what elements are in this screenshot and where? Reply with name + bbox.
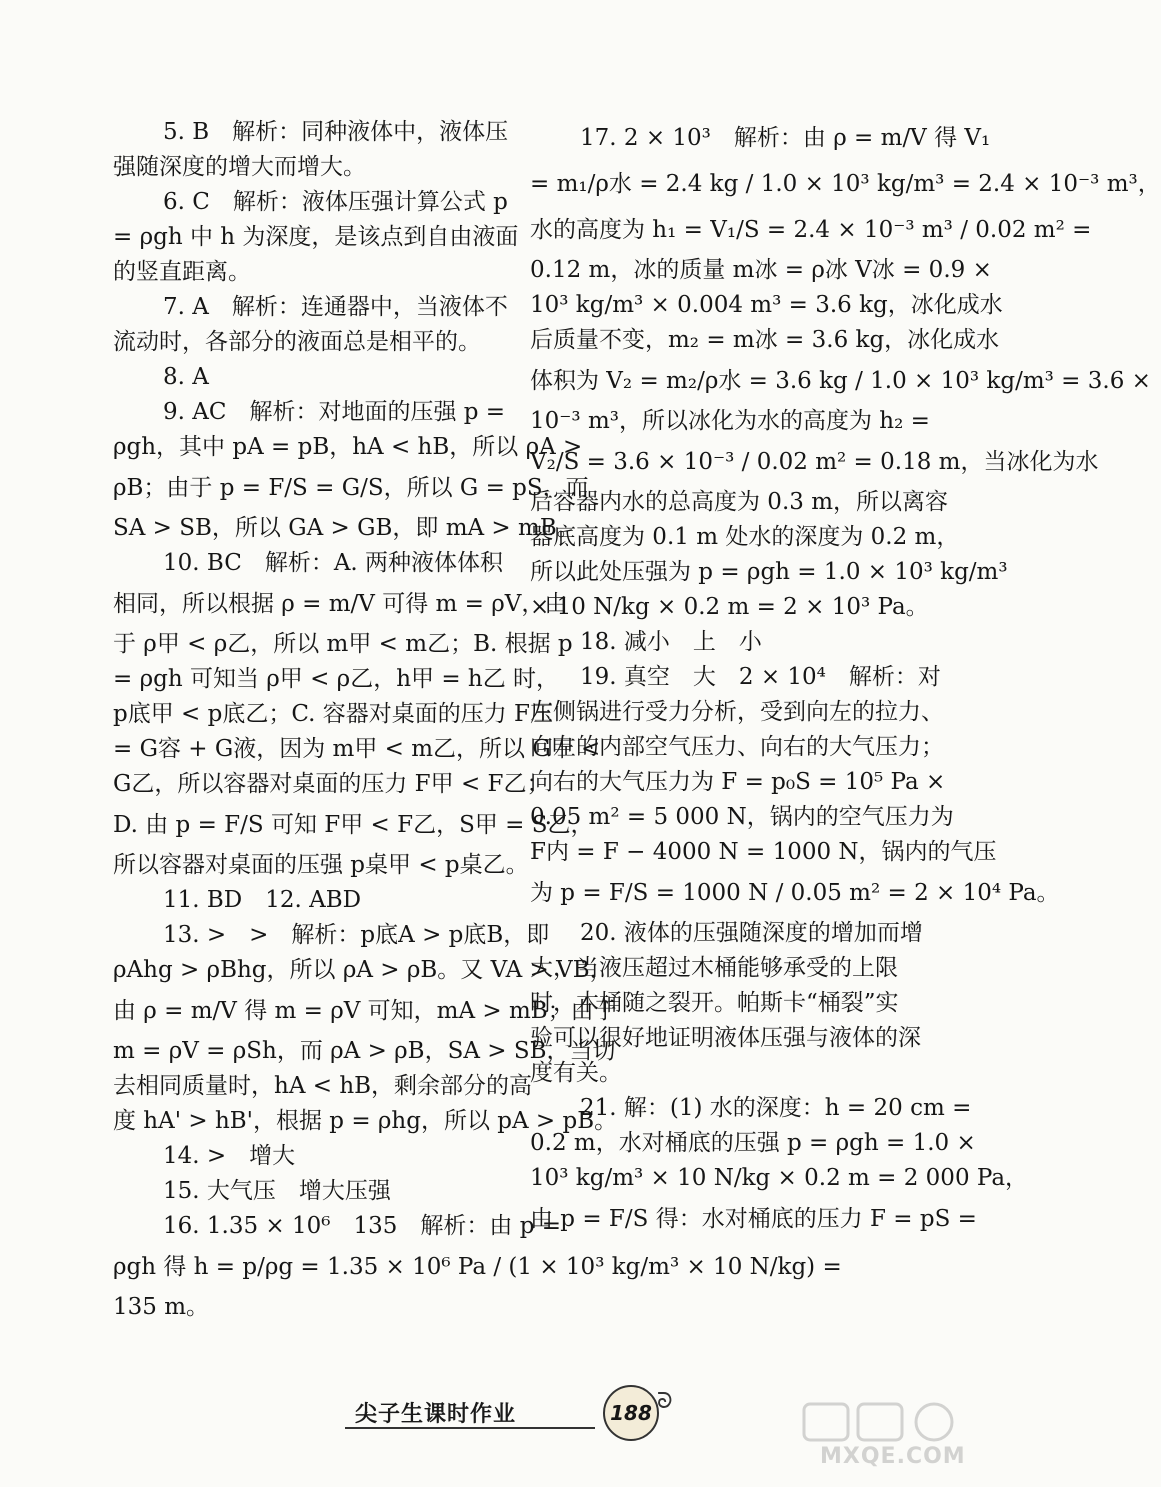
text-line: 体积为 V₂ = m₂/ρ水 = 3.6 kg / 1.0 × 10³ kg/m³ = 3.6 × — [530, 368, 1151, 394]
text-line: 19. 真空 大 2 × 10⁴ 解析：对 — [580, 664, 941, 690]
text-line: G乙，所以容器对桌面的压力 F甲 < F乙； — [113, 771, 550, 797]
text-line: 0.12 m，冰的质量 m冰 = ρ冰 V冰 = 0.9 × — [530, 257, 992, 283]
text-line: 度 hA' > hB'，根据 p = ρhg，所以 pA > pB。 — [113, 1108, 618, 1134]
text-line: 9. AC 解析：对地面的压强 p = — [163, 399, 506, 425]
text-line: 大，当液压超过木桶能够承受的上限 — [530, 955, 898, 981]
text-line: 135 m。 — [113, 1294, 210, 1320]
text-line: 为 p = F/S = 1000 N / 0.05 m² = 2 × 10⁴ Pa。 — [530, 880, 1060, 906]
text-line: 时，木桶随之裂开。帕斯卡“桶裂”实 — [530, 990, 899, 1016]
text-line: ρAhg > ρBhg，所以 ρA > ρB。又 VA > VB， — [113, 957, 613, 983]
text-line: 0.05 m² = 5 000 N，锅内的空气压力为 — [530, 804, 954, 830]
text-line: 0.2 m，水对桶底的压强 p = ρgh = 1.0 × — [530, 1130, 976, 1156]
text-line: × 10 N/kg × 0.2 m = 2 × 10³ Pa。 — [530, 594, 929, 620]
text-line: 相同，所以根据 ρ = m/V 可得 m = ρV，由 — [113, 591, 568, 617]
text-line: 去相同质量时，hA < hB，剩余部分的高 — [113, 1073, 533, 1099]
text-line: D. 由 p = F/S 可知 F甲 < F乙，S甲 = S乙， — [113, 812, 594, 838]
text-line: = G容 + G液，因为 m甲 < m乙，所以 G甲 < — [113, 736, 601, 762]
text-line: 17. 2 × 10³ 解析：由 ρ = m/V 得 V₁ — [580, 125, 991, 151]
text-line: 16. 1.35 × 10⁶ 135 解析：由 p = — [163, 1213, 561, 1239]
watermark — [800, 1400, 990, 1480]
text-line: = ρgh 可知当 ρ甲 < ρ乙，h甲 = h乙 时， — [113, 666, 560, 692]
text-line: 向左的内部空气压力、向右的大气压力； — [530, 734, 944, 760]
text-line: 14. > 增大 — [163, 1143, 296, 1169]
text-line: 10³ kg/m³ × 10 N/kg × 0.2 m = 2 000 Pa， — [530, 1165, 1029, 1191]
text-line: = ρgh 中 h 为深度，是该点到自由液面 — [113, 224, 519, 250]
text-line: 由 ρ = m/V 得 m = ρV 可知，mA > mB；由于 — [113, 998, 617, 1024]
text-line: 由 p = F/S 得：水对桶底的压力 F = pS = — [530, 1206, 977, 1232]
text-line: 7. A 解析：连通器中，当液体不 — [163, 294, 508, 320]
text-line: p底甲 < p底乙；C. 容器对桌面的压力 F压 — [113, 701, 554, 727]
text-line: 流动时，各部分的液面总是相平的。 — [113, 329, 481, 355]
text-line: 水的高度为 h₁ = V₁/S = 2.4 × 10⁻³ m³ / 0.02 m² = — [530, 217, 1092, 243]
text-line: = m₁/ρ水 = 2.4 kg / 1.0 × 10³ kg/m³ = 2.4 × 10⁻³ m³， — [530, 171, 1161, 197]
text-line: 21. 解：(1) 水的深度：h = 20 cm = — [580, 1095, 972, 1121]
text-line: 验可以很好地证明液体压强与液体的深 — [530, 1025, 921, 1051]
footer-rule — [345, 1427, 595, 1429]
text-line: 11. BD 12. ABD — [163, 887, 362, 913]
text-line: 13. > > 解析：p底A > p底B，即 — [163, 922, 550, 948]
watermark-logo-icon — [800, 1400, 960, 1444]
right-column — [530, 115, 1161, 1242]
text-line: 强随深度的增大而增大。 — [113, 154, 366, 180]
text-line: ρgh，其中 pA = pB，hA < hB，所以 ρA > — [113, 434, 583, 460]
watermark-text: MXQE.COM — [820, 1444, 966, 1469]
text-line: 左侧锅进行受力分析，受到向左的拉力、 — [530, 699, 944, 725]
text-line: 8. A — [163, 364, 209, 390]
text-line: 10⁻³ m³，所以冰化为水的高度为 h₂ = — [530, 408, 930, 434]
text-line: 10. BC 解析：A. 两种液体体积 — [163, 550, 504, 576]
page-number: 188 — [610, 1401, 652, 1425]
text-line: 度有关。 — [530, 1060, 622, 1086]
text-line: 所以容器对桌面的压强 p桌甲 < p桌乙。 — [113, 852, 529, 878]
text-line: 器底高度为 0.1 m 处水的深度为 0.2 m， — [530, 524, 960, 550]
text-line: 后容器内水的总高度为 0.3 m，所以离容 — [530, 489, 949, 515]
text-line: SA > SB，所以 GA > GB，即 mA > mB。 — [113, 515, 580, 541]
swirl-ornament-icon: ᘐ — [657, 1389, 673, 1414]
text-line: 所以此处压强为 p = ρgh = 1.0 × 10³ kg/m³ — [530, 559, 1008, 585]
text-line: 10³ kg/m³ × 0.004 m³ = 3.6 kg，冰化成水 — [530, 292, 1003, 318]
text-line: F内 = F − 4000 N = 1000 N，锅内的气压 — [530, 839, 997, 865]
text-line: m = ρV = ρSh，而 ρA > ρB，SA > SB，当切 — [113, 1038, 616, 1064]
text-line: 后质量不变，m₂ = m冰 = 3.6 kg，冰化成水 — [530, 327, 1000, 353]
text-line: ρB；由于 p = F/S = G/S，所以 G = pS，而 — [113, 475, 589, 501]
text-line: 5. B 解析：同种液体中，液体压 — [163, 119, 509, 145]
text-line: 18. 减小 上 小 — [580, 629, 762, 655]
text-line: ρgh 得 h = p/ρg = 1.35 × 10⁶ Pa / (1 × 10³ kg/m³ × 10 N/kg) = — [113, 1254, 842, 1280]
page-footer — [355, 1389, 673, 1443]
book-title: 尖子生课时作业 — [355, 1402, 517, 1427]
page-number-badge — [603, 1385, 659, 1441]
text-line: 向右的大气压力为 F = p₀S = 10⁵ Pa × — [530, 769, 946, 795]
text-line: 15. 大气压 增大压强 — [163, 1178, 391, 1204]
text-line: V₂/S = 3.6 × 10⁻³ / 0.02 m² = 0.18 m，当冰化为水 — [530, 449, 1099, 475]
text-line: 6. C 解析：液体压强计算公式 p — [163, 189, 508, 215]
text-line: 的竖直距离。 — [113, 259, 251, 285]
text-line: 于 ρ甲 < ρ乙，所以 m甲 < m乙；B. 根据 p — [113, 631, 573, 657]
text-line: 20. 液体的压强随深度的增加而增 — [580, 920, 923, 946]
